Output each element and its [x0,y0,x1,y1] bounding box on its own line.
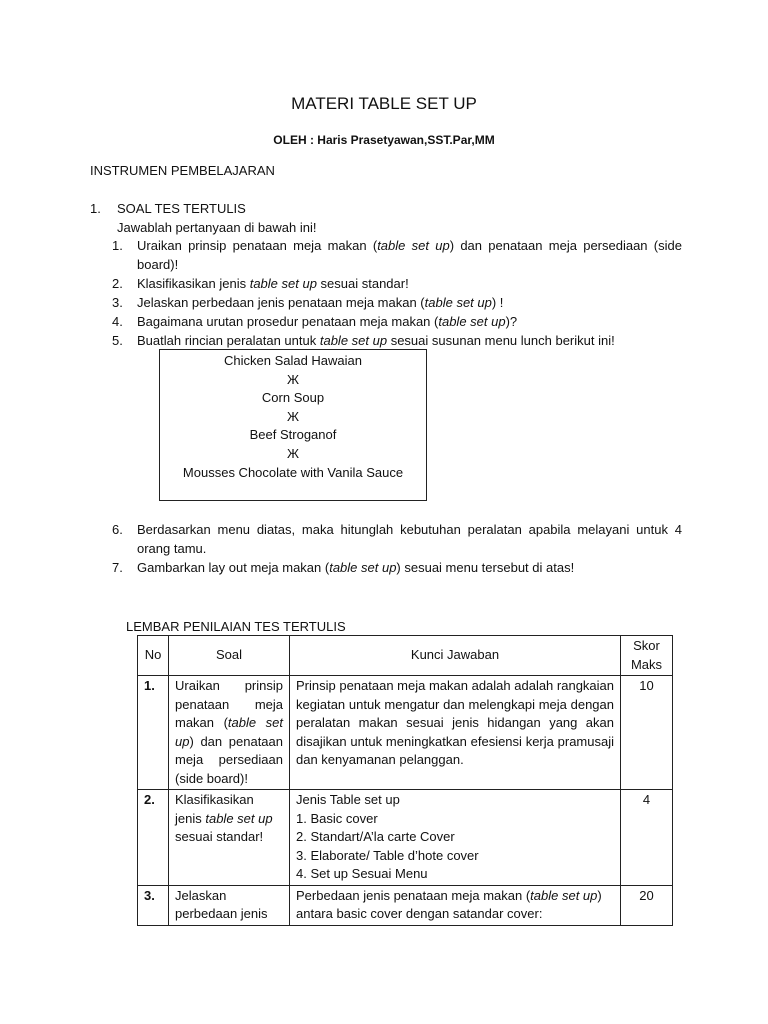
answer-line: Jenis Table set up [296,792,400,807]
row-score: 4 [621,790,673,886]
question-item: 1. Uraikan prinsip penataan meja makan (table set up) dan penataan meja persediaan (side board)! [112,238,682,272]
table-row [138,790,673,886]
question-number: 1. [112,238,123,253]
question-number: 4. [112,314,123,329]
question-number: 7. [112,560,123,575]
question-item: 6. Berdasarkan menu diatas, maka hitunglah kebutuhan peralatan apabila melayani untuk 4 orang tamu. [112,522,682,556]
table-header-row [138,636,673,676]
author-line: OLEH : Haris Prasetyawan,SST.Par,MM [273,133,495,147]
row-answer-key: Prinsip penataan meja makan adalah adalah rangkaian kegiatan untuk mengatur dan melengkapi meja dengan peralatan makan sesuai jenis hidangan yang akan disajikan untuk meningkatkan efesiensi kerja pramusaji dan kenyamanan pelanggan. [290,676,621,790]
question-number: 6. [112,522,123,537]
menu-separator: Ж [286,371,299,387]
header-soal: Soal [169,636,290,676]
question-item: 2. Klasifikasikan jenis table set up sesuai standar! [112,276,409,291]
section-1-number: 1. [90,201,101,216]
answer-line: 3. Elaborate/ Table d’hote cover [296,847,479,863]
question-number: 2. [112,276,123,291]
row-answer-key: Perbedaan jenis penataan meja makan (table set up) antara basic cover dengan satandar cover: [290,885,621,925]
question-item: 4. Bagaimana urutan prosedur penataan meja makan (table set up)? [112,314,518,329]
question-item: 7. Gambarkan lay out meja makan (table set up) sesuai menu tersebut di atas! [112,560,575,575]
row-number: 2. [138,790,169,886]
assessment-title: LEMBAR PENILAIAN TES TERTULIS [126,619,346,634]
header-skor-maks: Skor Maks [621,636,673,676]
question-item: 3. Jelaskan perbedaan jenis penataan meja makan (table set up) ! [112,295,504,310]
menu-separator: Ж [286,408,299,424]
instruction-text: Jawablah pertanyaan di bawah ini! [117,220,317,235]
row-number: 3. [138,885,169,925]
answer-line: 4. Set up Sesuai Menu [296,866,428,881]
header-no: No [138,636,169,676]
answer-line: 2. Standart/A’la carte Cover [296,829,455,844]
row-score: 20 [621,885,673,925]
assessment-table [137,635,673,926]
document-title: MATERI TABLE SET UP [291,94,477,113]
table-row [138,885,673,925]
row-answer-key [290,790,621,886]
section-1-heading [90,199,246,218]
question-number: 3. [112,295,123,310]
table-row [138,676,673,790]
row-score: 10 [621,676,673,790]
menu-box [159,349,427,501]
menu-course: Chicken Salad Hawaian [223,353,363,368]
header-kunci-jawaban: Kunci Jawaban [290,636,621,676]
menu-course: Mousses Chocolate with Vanila Sauce [182,464,404,480]
question-list-continued [112,520,682,577]
row-question: Jelaskan perbedaan jenis [169,885,290,925]
menu-separator: Ж [286,445,299,461]
menu-course: Corn Soup [261,390,325,406]
question-list [112,236,682,350]
row-number: 1. [138,676,169,790]
question-item: 5. Buatlah rincian peralatan untuk table set up sesuai susunan menu lunch berikut ini! [112,333,615,348]
section-1-title: SOAL TES TERTULIS [117,201,246,216]
question-number: 5. [112,333,123,348]
menu-course: Beef Stroganof [249,427,337,443]
row-question: Klasifikasikan jenis table set up sesuai standar! [169,790,290,886]
answer-line: 1. Basic cover [296,810,378,826]
row-question: Uraikan prinsip penataan meja makan (table set up) dan penataan meja persediaan (side board)! [169,676,290,790]
section-heading: INSTRUMEN PEMBELAJARAN [90,163,275,178]
